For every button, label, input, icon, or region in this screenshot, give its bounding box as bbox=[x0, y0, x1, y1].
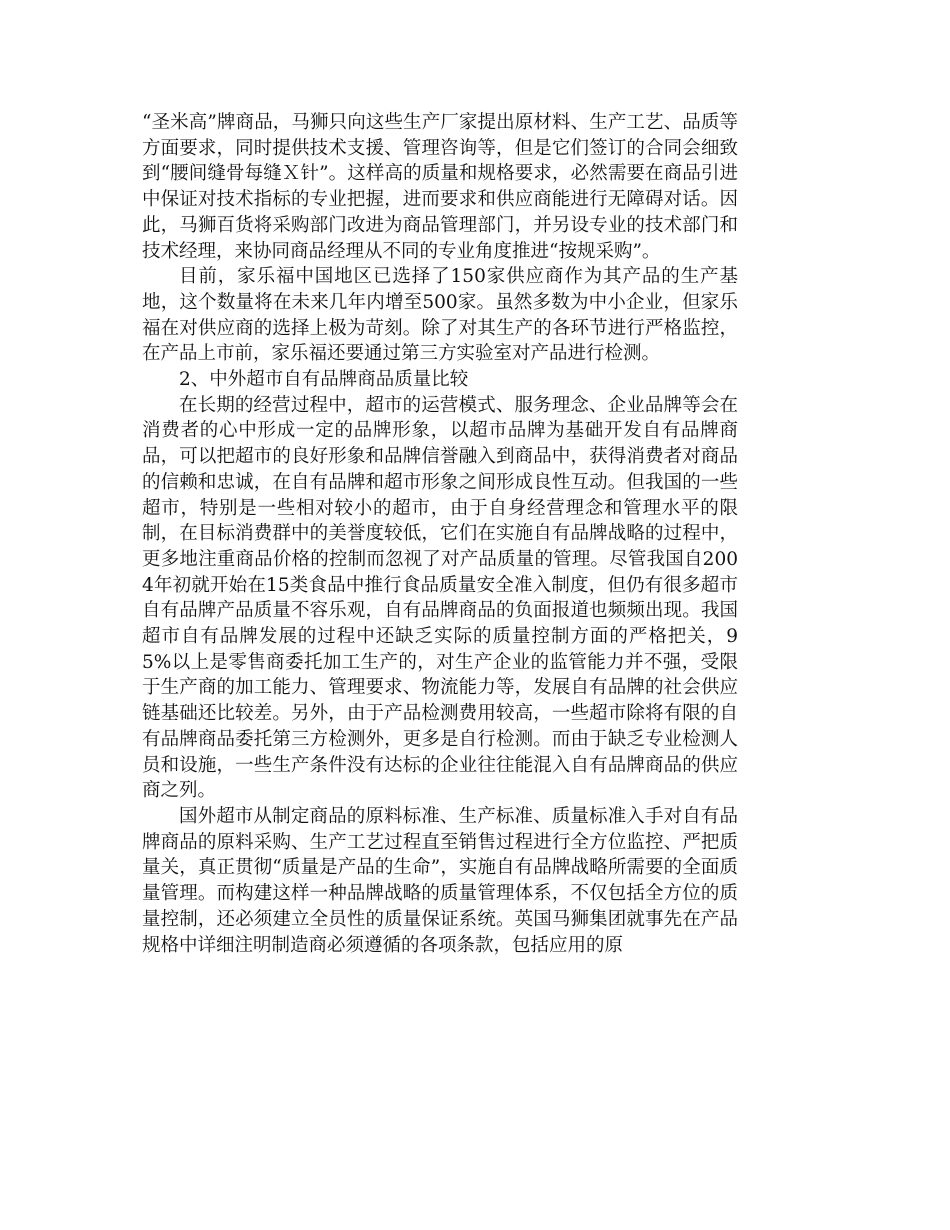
paragraph-marks-spencer-contracts: “圣米高”牌商品，马狮只向这些生产厂家提出原材料、生产工艺、品质等方面要求，同时提供技术支援、管理咨询等，但是它们签订的合同会细致到“腰间缝骨每缝Ｘ针”。这样高的质量和规格要求，必然需要在商品引进中保证对技术指标的专业把握，进而要求和供应商能进行无障碍对话。因此，马狮百货将采购部门改进为商品管理部门，并另设专业的技术部门和技术经理，来协同商品经理从不同的专业角度推进“按规采购”。 bbox=[142, 112, 738, 262]
paragraph-foreign-supermarkets: 国外超市从制定商品的原料标准、生产标准、质量标准入手对自有品牌商品的原料采购、生产工艺过程直至销售过程进行全方位监控、严把质量关，真正贯彻“质量是产品的生命”，实施自有品牌战略所需要的全面质量管理。而构建这样一种品牌战略的质量管理体系，不仅包括全方位的质量控制，还必须建立全员性的质量保证系统。英国马狮集团就事先在产品规格中详细注明制造商必须遵循的各项条款，包括应用的原 bbox=[142, 805, 738, 956]
document-page bbox=[142, 110, 738, 958]
paragraph-domestic-supermarkets: 在长期的经营过程中，超市的运营模式、服务理念、企业品牌等会在消费者的心中形成一定的品牌形象，以超市品牌为基础开发自有品牌商品，可以把超市的良好形象和品牌信誉融入到商品中，获得消费者对商品的信赖和忠诚，在自有品牌和超市形象之间形成良性互动。但我国的一些超市，特别是一些相对较小的超市，由于自身经营理念和管理水平的限制，在目标消费群中的美誉度较低，它们在实施自有品牌战略的过程中，更多地注重商品价格的控制而忽视了对产品质量的管理。尽管我国自2004年初就开始在15类食品中推行食品质量安全准入制度，但仍有很多超市自有品牌产品质量不容乐观，自有品牌商品的负面报道也频频出现。我国超市自有品牌发展的过程中还缺乏实际的质量控制方面的严格把关，95%以上是零售商委托加工生产的，对生产企业的监管能力并不强，受限于生产商的加工能力、管理要求、物流能力等，发展自有品牌的社会供应链基础还比较差。另外，由于产品检测费用较高，一些超市除将有限的自有品牌商品委托第三方检测外，更多是自行检测。而由于缺乏专业检测人员和设施，一些生产条件没有达标的企业往往能混入自有品牌商品的供应商之列。 bbox=[142, 394, 738, 802]
paragraph-carrefour-suppliers: 目前，家乐福中国地区已选择了150家供应商作为其产品的生产基地，这个数量将在未来几年内增至500家。虽然多数为中小企业，但家乐福在对供应商的选择上极为苛刻。除了对其生产的各环节进行严格监控，在产品上市前，家乐福还要通过第三方实验室对产品进行检测。 bbox=[142, 266, 738, 365]
section-heading-quality-comparison: 2、中外超市自有品牌商品质量比较 bbox=[179, 369, 469, 391]
